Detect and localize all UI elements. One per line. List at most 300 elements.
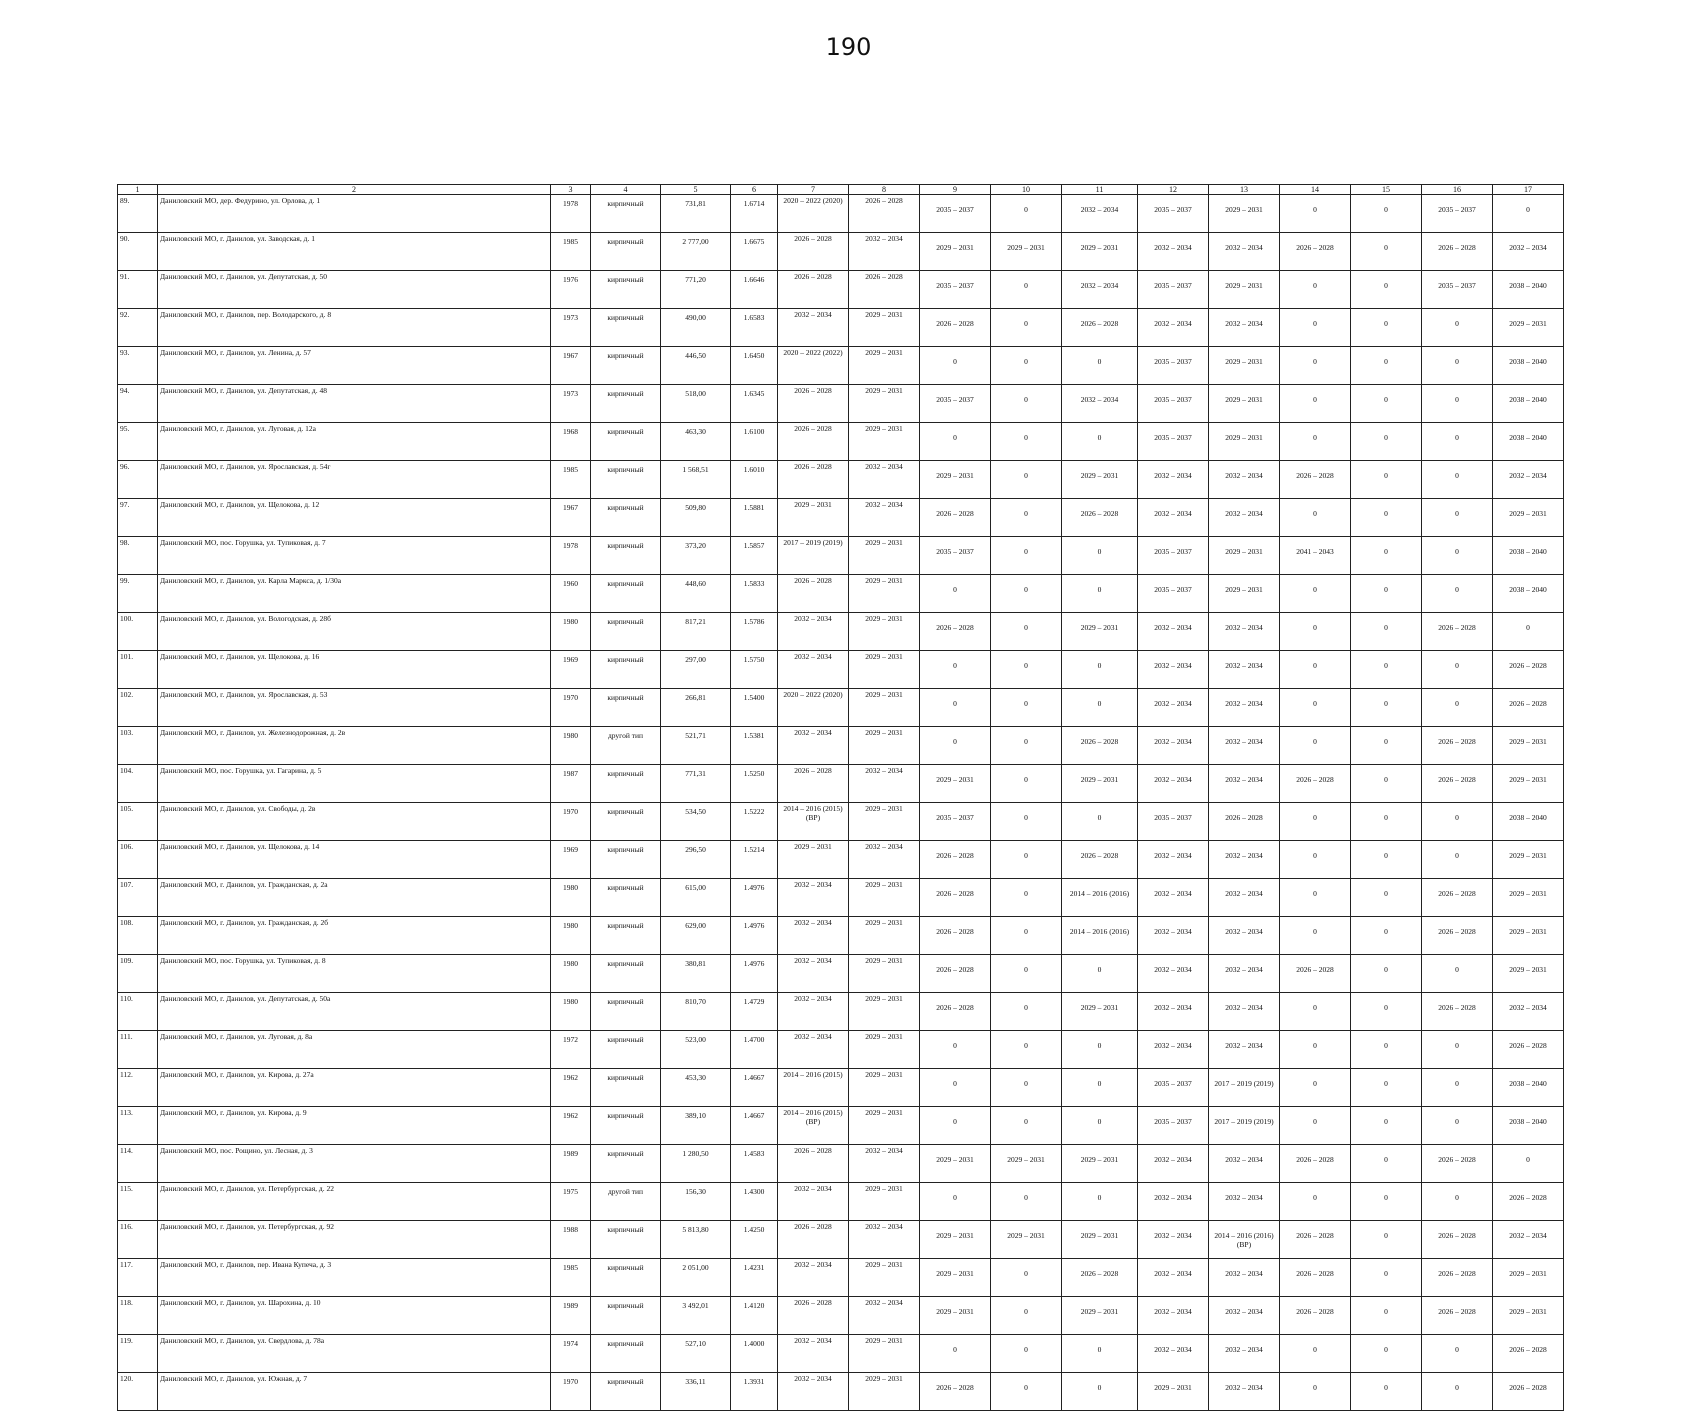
- column-header: 2: [158, 185, 551, 195]
- table-cell: 0: [1422, 309, 1493, 347]
- table-cell: 0: [1280, 423, 1351, 461]
- table-cell: 1968: [551, 423, 591, 461]
- table-row: [118, 271, 1564, 309]
- table-cell: 463,30: [661, 423, 731, 461]
- table-cell: 1980: [551, 917, 591, 955]
- table-cell: 2029 – 2031: [1493, 1297, 1564, 1335]
- table-cell: 0: [1351, 993, 1422, 1031]
- table-cell: 2026 – 2028: [1062, 499, 1138, 537]
- table-cell: кирпичный: [591, 1221, 661, 1259]
- table-cell: 771,20: [661, 271, 731, 309]
- table-cell: 2032 – 2034: [849, 233, 920, 271]
- table-cell: 296,50: [661, 841, 731, 879]
- table-cell: 1.5833: [731, 575, 778, 613]
- table-cell: Даниловский МО, г. Данилов, ул. Заводская, д. 1: [158, 233, 551, 271]
- table-cell: 1.4729: [731, 993, 778, 1031]
- table-cell: 0: [1280, 385, 1351, 423]
- table-cell: 1.4976: [731, 955, 778, 993]
- table-cell: 0: [991, 271, 1062, 309]
- table-cell: 0: [1280, 1107, 1351, 1145]
- column-header: 1: [118, 185, 158, 195]
- table-cell: 2038 – 2040: [1493, 423, 1564, 461]
- table-cell: 2032 – 2034: [1209, 651, 1280, 689]
- table-cell: 0: [1351, 1221, 1422, 1259]
- table-cell: 0: [1062, 1373, 1138, 1411]
- table-cell: 2032 – 2034: [1138, 765, 1209, 803]
- table-cell: кирпичный: [591, 1373, 661, 1411]
- table-cell: 1.4583: [731, 1145, 778, 1183]
- table-cell: 2038 – 2040: [1493, 385, 1564, 423]
- table-cell: 2026 – 2028: [920, 841, 991, 879]
- table-cell: 1.6345: [731, 385, 778, 423]
- table-cell: 2029 – 2031: [849, 689, 920, 727]
- table-cell: 0: [1280, 879, 1351, 917]
- table-row: [118, 195, 1564, 233]
- table-cell: Даниловский МО, г. Данилов, ул. Южная, д. 7: [158, 1373, 551, 1411]
- column-header: 11: [1062, 185, 1138, 195]
- table-cell: 0: [1280, 613, 1351, 651]
- table-cell: 2032 – 2034: [1062, 271, 1138, 309]
- table-cell: 0: [991, 347, 1062, 385]
- table-cell: 0: [1351, 499, 1422, 537]
- table-row: [118, 1259, 1564, 1297]
- table-cell: 90.: [118, 233, 158, 271]
- table-cell: 0: [1280, 1373, 1351, 1411]
- table-cell: 0: [920, 347, 991, 385]
- table-cell: 523,00: [661, 1031, 731, 1069]
- table-cell: 2029 – 2031: [1209, 575, 1280, 613]
- table-cell: кирпичный: [591, 575, 661, 613]
- table-cell: 2026 – 2028: [1422, 1259, 1493, 1297]
- table-cell: 2032 – 2034: [1138, 727, 1209, 765]
- table-cell: 2038 – 2040: [1493, 537, 1564, 575]
- table-cell: Даниловский МО, г. Данилов, ул. Кирова, д. 9: [158, 1107, 551, 1145]
- table-cell: 0: [1062, 651, 1138, 689]
- table-cell: 2032 – 2034: [1138, 499, 1209, 537]
- table-cell: 1985: [551, 1259, 591, 1297]
- table-cell: 0: [1351, 1031, 1422, 1069]
- table-cell: 97.: [118, 499, 158, 537]
- table-cell: Даниловский МО, г. Данилов, ул. Луговая, д. 8а: [158, 1031, 551, 1069]
- table-cell: 1967: [551, 347, 591, 385]
- table-cell: 1.4120: [731, 1297, 778, 1335]
- table-cell: 2026 – 2028: [1280, 1145, 1351, 1183]
- table-row: [118, 841, 1564, 879]
- table-cell: 2029 – 2031: [1493, 765, 1564, 803]
- table-cell: 0: [991, 575, 1062, 613]
- table-cell: 518,00: [661, 385, 731, 423]
- table-cell: 0: [920, 651, 991, 689]
- table-cell: кирпичный: [591, 499, 661, 537]
- table-cell: 0: [1280, 727, 1351, 765]
- table-cell: 2032 – 2034: [1138, 233, 1209, 271]
- table-cell: Даниловский МО, г. Данилов, ул. Депутатская, д. 50: [158, 271, 551, 309]
- table-cell: 94.: [118, 385, 158, 423]
- table-cell: 0: [920, 689, 991, 727]
- table-cell: 1980: [551, 879, 591, 917]
- table-cell: 1.4667: [731, 1107, 778, 1145]
- table-cell: 2035 – 2037: [1138, 575, 1209, 613]
- table-cell: 2014 – 2016 (2016): [1062, 879, 1138, 917]
- table-cell: кирпичный: [591, 537, 661, 575]
- table-cell: 0: [1351, 233, 1422, 271]
- table-row: [118, 385, 1564, 423]
- table-cell: 2035 – 2037: [920, 195, 991, 233]
- table-cell: 114.: [118, 1145, 158, 1183]
- table-cell: 2032 – 2034: [1138, 955, 1209, 993]
- table-cell: кирпичный: [591, 461, 661, 499]
- table-cell: 1.5222: [731, 803, 778, 841]
- table-cell: 0: [1422, 1069, 1493, 1107]
- table-cell: 810,70: [661, 993, 731, 1031]
- table-cell: 521,71: [661, 727, 731, 765]
- table-cell: 0: [991, 1069, 1062, 1107]
- table-cell: 0: [991, 461, 1062, 499]
- table-cell: 0: [1351, 1297, 1422, 1335]
- table-cell: 2032 – 2034: [778, 1183, 849, 1221]
- table-cell: 1987: [551, 765, 591, 803]
- table-cell: 105.: [118, 803, 158, 841]
- table-cell: 2032 – 2034: [778, 1031, 849, 1069]
- table-cell: 2029 – 2031: [1209, 385, 1280, 423]
- table-cell: 2026 – 2028: [778, 575, 849, 613]
- table-cell: 0: [1493, 1145, 1564, 1183]
- table-cell: 104.: [118, 765, 158, 803]
- table-cell: 1960: [551, 575, 591, 613]
- table-cell: Даниловский МО, пос. Горушка, ул. Гагарина, д. 5: [158, 765, 551, 803]
- table-row: [118, 1183, 1564, 1221]
- table-cell: 2026 – 2028: [1422, 879, 1493, 917]
- table-cell: 0: [1280, 499, 1351, 537]
- housing-table: [117, 184, 1564, 1411]
- table-cell: 2026 – 2028: [1493, 1373, 1564, 1411]
- table-cell: 2032 – 2034: [1138, 841, 1209, 879]
- table-cell: Даниловский МО, г. Данилов, ул. Вологодская, д. 28б: [158, 613, 551, 651]
- table-cell: 2032 – 2034: [1138, 917, 1209, 955]
- table-cell: 0: [991, 879, 1062, 917]
- table-cell: 1.4667: [731, 1069, 778, 1107]
- table-cell: 0: [991, 537, 1062, 575]
- table-cell: 2029 – 2031: [849, 423, 920, 461]
- table-cell: 2032 – 2034: [1062, 195, 1138, 233]
- table-row: [118, 461, 1564, 499]
- table-cell: 0: [1351, 727, 1422, 765]
- table-cell: 0: [1351, 537, 1422, 575]
- table-cell: 2038 – 2040: [1493, 271, 1564, 309]
- table-cell: 0: [991, 1297, 1062, 1335]
- table-cell: 2035 – 2037: [920, 537, 991, 575]
- table-cell: 0: [1422, 461, 1493, 499]
- page-number: 190: [825, 33, 872, 61]
- table-cell: 0: [1280, 689, 1351, 727]
- table-cell: 115.: [118, 1183, 158, 1221]
- table-cell: 1972: [551, 1031, 591, 1069]
- table-row: [118, 993, 1564, 1031]
- table-cell: 2032 – 2034: [1209, 727, 1280, 765]
- table-cell: 2026 – 2028: [1493, 689, 1564, 727]
- table-cell: 2032 – 2034: [1138, 613, 1209, 651]
- table-cell: 2029 – 2031: [1493, 917, 1564, 955]
- table-cell: 2032 – 2034: [849, 461, 920, 499]
- table-cell: 0: [1351, 195, 1422, 233]
- table-cell: 2029 – 2031: [1062, 1297, 1138, 1335]
- table-cell: 2026 – 2028: [1422, 1297, 1493, 1335]
- table-row: [118, 1221, 1564, 1259]
- table-cell: 0: [1493, 195, 1564, 233]
- table-cell: 0: [1280, 1335, 1351, 1373]
- table-cell: 2026 – 2028: [1280, 765, 1351, 803]
- table-cell: 2029 – 2031: [1493, 1259, 1564, 1297]
- table-cell: 2026 – 2028: [1422, 233, 1493, 271]
- table-cell: кирпичный: [591, 385, 661, 423]
- table-cell: 2029 – 2031: [1493, 727, 1564, 765]
- table-cell: 0: [1422, 499, 1493, 537]
- table-cell: 2032 – 2034: [1209, 1373, 1280, 1411]
- table-cell: 448,60: [661, 575, 731, 613]
- column-header: 14: [1280, 185, 1351, 195]
- table-cell: 0: [991, 423, 1062, 461]
- table-cell: 2026 – 2028: [1280, 955, 1351, 993]
- table-row: [118, 651, 1564, 689]
- table-cell: 2026 – 2028: [778, 1221, 849, 1259]
- table-cell: 0: [1280, 575, 1351, 613]
- table-cell: 2032 – 2034: [1209, 917, 1280, 955]
- table-cell: Даниловский МО, г. Данилов, ул. Кирова, д. 27а: [158, 1069, 551, 1107]
- table-cell: 2014 – 2016 (2016) (ВР): [1209, 1221, 1280, 1259]
- table-cell: 2032 – 2034: [778, 651, 849, 689]
- table-cell: 2026 – 2028: [1062, 1259, 1138, 1297]
- table-cell: 0: [991, 955, 1062, 993]
- table-cell: 1978: [551, 537, 591, 575]
- table-cell: 2026 – 2028: [920, 1373, 991, 1411]
- table-cell: 2029 – 2031: [1062, 461, 1138, 499]
- table-cell: 103.: [118, 727, 158, 765]
- table-cell: 2032 – 2034: [1493, 993, 1564, 1031]
- table-cell: 1 280,50: [661, 1145, 731, 1183]
- table-cell: 0: [1280, 195, 1351, 233]
- table-cell: 1973: [551, 385, 591, 423]
- table-cell: 2029 – 2031: [849, 993, 920, 1031]
- table-cell: 1962: [551, 1107, 591, 1145]
- column-header: 16: [1422, 185, 1493, 195]
- table-cell: 2038 – 2040: [1493, 1069, 1564, 1107]
- table-cell: 0: [1422, 385, 1493, 423]
- table-cell: 0: [991, 309, 1062, 347]
- table-cell: 2026 – 2028: [849, 271, 920, 309]
- table-cell: 2026 – 2028: [1422, 993, 1493, 1031]
- table-cell: 2026 – 2028: [1209, 803, 1280, 841]
- table-cell: 2032 – 2034: [778, 955, 849, 993]
- table-cell: 111.: [118, 1031, 158, 1069]
- table-cell: 2029 – 2031: [849, 1259, 920, 1297]
- table-row: [118, 233, 1564, 271]
- table-cell: 0: [1351, 461, 1422, 499]
- table-cell: 2026 – 2028: [849, 195, 920, 233]
- table-cell: 2029 – 2031: [849, 1373, 920, 1411]
- table-cell: 2032 – 2034: [1209, 1335, 1280, 1373]
- table-cell: 2014 – 2016 (2015) (ВР): [778, 803, 849, 841]
- table-cell: 0: [991, 689, 1062, 727]
- table-cell: 0: [1280, 1031, 1351, 1069]
- table-cell: 2032 – 2034: [849, 765, 920, 803]
- table-cell: 1974: [551, 1335, 591, 1373]
- table-cell: 2029 – 2031: [849, 1069, 920, 1107]
- table-cell: 2032 – 2034: [778, 993, 849, 1031]
- table-cell: 2032 – 2034: [1209, 309, 1280, 347]
- table-cell: 0: [1351, 1335, 1422, 1373]
- column-header: 5: [661, 185, 731, 195]
- table-cell: 0: [1062, 1107, 1138, 1145]
- table-cell: 2029 – 2031: [849, 955, 920, 993]
- table-cell: 2026 – 2028: [1280, 461, 1351, 499]
- table-cell: 0: [1351, 1145, 1422, 1183]
- table-cell: 2029 – 2031: [1062, 993, 1138, 1031]
- table-cell: 0: [920, 1335, 991, 1373]
- table-cell: 0: [1351, 271, 1422, 309]
- table-cell: 0: [920, 1107, 991, 1145]
- table-cell: 2029 – 2031: [991, 1145, 1062, 1183]
- table-cell: 0: [1422, 423, 1493, 461]
- table-row: [118, 689, 1564, 727]
- table-cell: 1976: [551, 271, 591, 309]
- table-cell: 2041 – 2043: [1280, 537, 1351, 575]
- table-row: [118, 423, 1564, 461]
- table-cell: кирпичный: [591, 651, 661, 689]
- table-cell: 817,21: [661, 613, 731, 651]
- table-cell: 2029 – 2031: [920, 461, 991, 499]
- table-cell: 2032 – 2034: [778, 917, 849, 955]
- table-cell: 490,00: [661, 309, 731, 347]
- table-cell: 1.6675: [731, 233, 778, 271]
- table-cell: 2026 – 2028: [778, 461, 849, 499]
- table-cell: 2032 – 2034: [1209, 689, 1280, 727]
- table-cell: 0: [1062, 1069, 1138, 1107]
- table-cell: 2029 – 2031: [920, 1259, 991, 1297]
- table-cell: 2029 – 2031: [1062, 613, 1138, 651]
- table-row: [118, 1107, 1564, 1145]
- table-cell: 2029 – 2031: [1493, 955, 1564, 993]
- table-cell: 2026 – 2028: [1062, 309, 1138, 347]
- table-cell: 2026 – 2028: [1062, 841, 1138, 879]
- table-cell: 2029 – 2031: [849, 1183, 920, 1221]
- table-cell: 2035 – 2037: [1138, 423, 1209, 461]
- table-cell: 2035 – 2037: [1422, 195, 1493, 233]
- table-cell: 1.4976: [731, 879, 778, 917]
- table-cell: 2029 – 2031: [1209, 423, 1280, 461]
- table-cell: 2 051,00: [661, 1259, 731, 1297]
- table-cell: 0: [991, 841, 1062, 879]
- table-cell: 0: [1422, 803, 1493, 841]
- table-cell: 2032 – 2034: [1209, 499, 1280, 537]
- table-row: [118, 1335, 1564, 1373]
- table-cell: 2032 – 2034: [1138, 1259, 1209, 1297]
- table-cell: 2026 – 2028: [1493, 1335, 1564, 1373]
- table-cell: 373,20: [661, 537, 731, 575]
- table-cell: 2026 – 2028: [1422, 1221, 1493, 1259]
- table-row: [118, 803, 1564, 841]
- table-cell: Даниловский МО, г. Данилов, ул. Петербургская, д. 22: [158, 1183, 551, 1221]
- table-cell: Даниловский МО, пос. Горушка, ул. Тупиковая, д. 7: [158, 537, 551, 575]
- table-cell: 92.: [118, 309, 158, 347]
- table-cell: 2035 – 2037: [1138, 1069, 1209, 1107]
- table-cell: 2029 – 2031: [849, 575, 920, 613]
- table-cell: 2032 – 2034: [1209, 613, 1280, 651]
- table-cell: 1989: [551, 1145, 591, 1183]
- table-cell: 0: [1351, 841, 1422, 879]
- column-header: 3: [551, 185, 591, 195]
- table-cell: 2029 – 2031: [849, 803, 920, 841]
- table-cell: 2029 – 2031: [1062, 765, 1138, 803]
- table-cell: 2014 – 2016 (2015) (ВР): [778, 1107, 849, 1145]
- table-cell: кирпичный: [591, 233, 661, 271]
- table-cell: 2029 – 2031: [778, 841, 849, 879]
- table-cell: 100.: [118, 613, 158, 651]
- table-cell: кирпичный: [591, 1297, 661, 1335]
- table-cell: 2038 – 2040: [1493, 347, 1564, 385]
- table-cell: Даниловский МО, г. Данилов, ул. Гражданская, д. 2б: [158, 917, 551, 955]
- table-cell: 336,11: [661, 1373, 731, 1411]
- table-cell: 2029 – 2031: [920, 1145, 991, 1183]
- table-cell: 2029 – 2031: [849, 1335, 920, 1373]
- table-cell: Даниловский МО, г. Данилов, ул. Ярославская, д. 54г: [158, 461, 551, 499]
- table-cell: 2032 – 2034: [1209, 1145, 1280, 1183]
- table-cell: 2032 – 2034: [849, 841, 920, 879]
- table-cell: 2020 – 2022 (2022): [778, 347, 849, 385]
- table-cell: 2026 – 2028: [920, 499, 991, 537]
- table-cell: кирпичный: [591, 841, 661, 879]
- table-cell: 2026 – 2028: [778, 233, 849, 271]
- table-cell: 0: [920, 727, 991, 765]
- table-cell: 2029 – 2031: [1493, 879, 1564, 917]
- table-cell: 1.5400: [731, 689, 778, 727]
- table-cell: Даниловский МО, г. Данилов, ул. Петербургская, д. 92: [158, 1221, 551, 1259]
- table-cell: Даниловский МО, г. Данилов, ул. Ярославская, д. 53: [158, 689, 551, 727]
- table-cell: 0: [1351, 879, 1422, 917]
- table-cell: 1.5214: [731, 841, 778, 879]
- table-cell: 0: [920, 575, 991, 613]
- table-cell: кирпичный: [591, 347, 661, 385]
- table-cell: 1975: [551, 1183, 591, 1221]
- table-cell: 96.: [118, 461, 158, 499]
- table-cell: 1967: [551, 499, 591, 537]
- table-cell: 2020 – 2022 (2020): [778, 195, 849, 233]
- table-cell: 297,00: [661, 651, 731, 689]
- table-cell: 2026 – 2028: [1280, 1221, 1351, 1259]
- table-cell: 1962: [551, 1069, 591, 1107]
- table-cell: 2029 – 2031: [1062, 1221, 1138, 1259]
- table-cell: 1.5786: [731, 613, 778, 651]
- table-cell: 266,81: [661, 689, 731, 727]
- table-cell: 629,00: [661, 917, 731, 955]
- table-cell: 2026 – 2028: [1493, 651, 1564, 689]
- table-cell: 0: [1422, 575, 1493, 613]
- table-cell: 771,31: [661, 765, 731, 803]
- table-cell: 2035 – 2037: [920, 803, 991, 841]
- table-cell: 2032 – 2034: [1138, 1031, 1209, 1069]
- table-cell: 2026 – 2028: [778, 1145, 849, 1183]
- table-cell: Даниловский МО, г. Данилов, пер. Ивана Купеча, д. 3: [158, 1259, 551, 1297]
- table-cell: 2026 – 2028: [1422, 1145, 1493, 1183]
- table-cell: 2026 – 2028: [778, 385, 849, 423]
- table-cell: 0: [1062, 955, 1138, 993]
- table-cell: 2029 – 2031: [1209, 537, 1280, 575]
- table-cell: 0: [991, 993, 1062, 1031]
- table-cell: Даниловский МО, г. Данилов, ул. Свердлова, д. 78а: [158, 1335, 551, 1373]
- table-cell: 2026 – 2028: [778, 271, 849, 309]
- table-cell: 0: [1351, 1259, 1422, 1297]
- table-cell: 2029 – 2031: [991, 1221, 1062, 1259]
- table-cell: 0: [1280, 1183, 1351, 1221]
